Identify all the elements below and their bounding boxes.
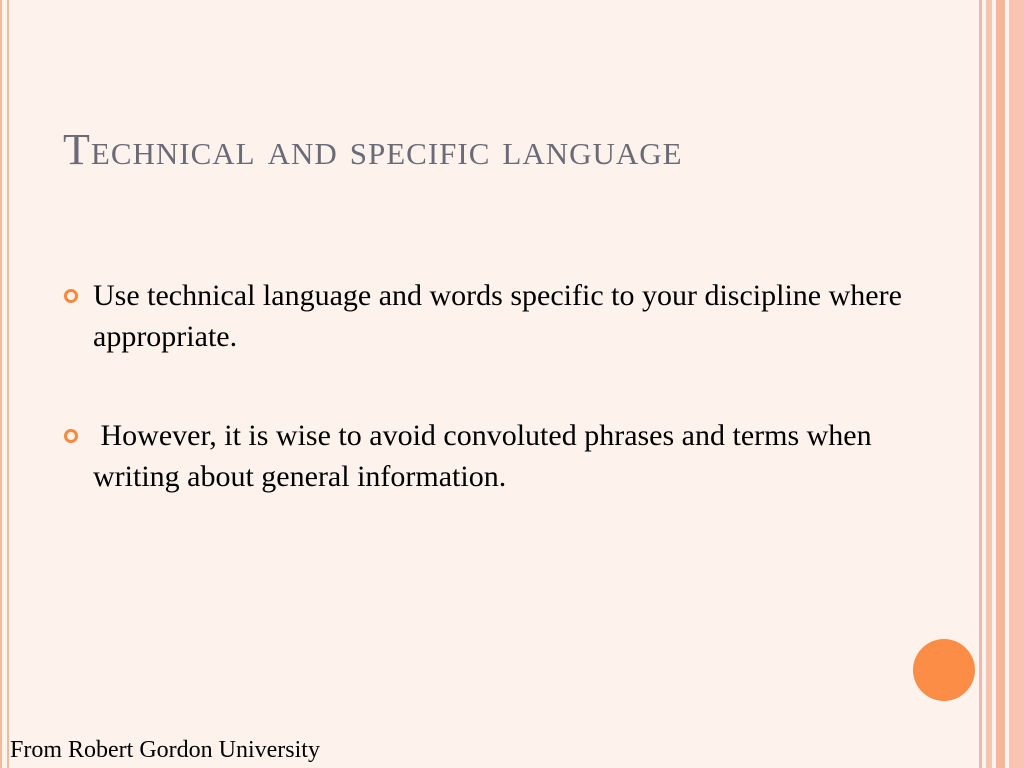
- left-border-line: [0, 0, 2, 768]
- right-decor-stripe: [979, 0, 982, 768]
- bullet-item: [62, 415, 902, 497]
- right-decor-stripe: [996, 0, 1005, 768]
- decorative-circle: [913, 639, 975, 701]
- bullet-item: [62, 275, 902, 357]
- slide-title: Technical and specific language: [63, 125, 683, 174]
- bullet-icon: [64, 429, 78, 443]
- right-decor-stripe: [1009, 0, 1024, 768]
- source-caption: From Robert Gordon University: [10, 737, 320, 763]
- bullet-text: However, it is wise to avoid convoluted phrases and terms when writing about general information.: [93, 419, 880, 493]
- right-decor-stripe: [986, 0, 992, 768]
- left-border-line-inner: [7, 0, 9, 768]
- bullet-icon: [64, 289, 78, 303]
- bullet-list: [62, 275, 902, 555]
- bullet-text: Use technical language and words specific to your discipline where appropriate.: [93, 279, 902, 353]
